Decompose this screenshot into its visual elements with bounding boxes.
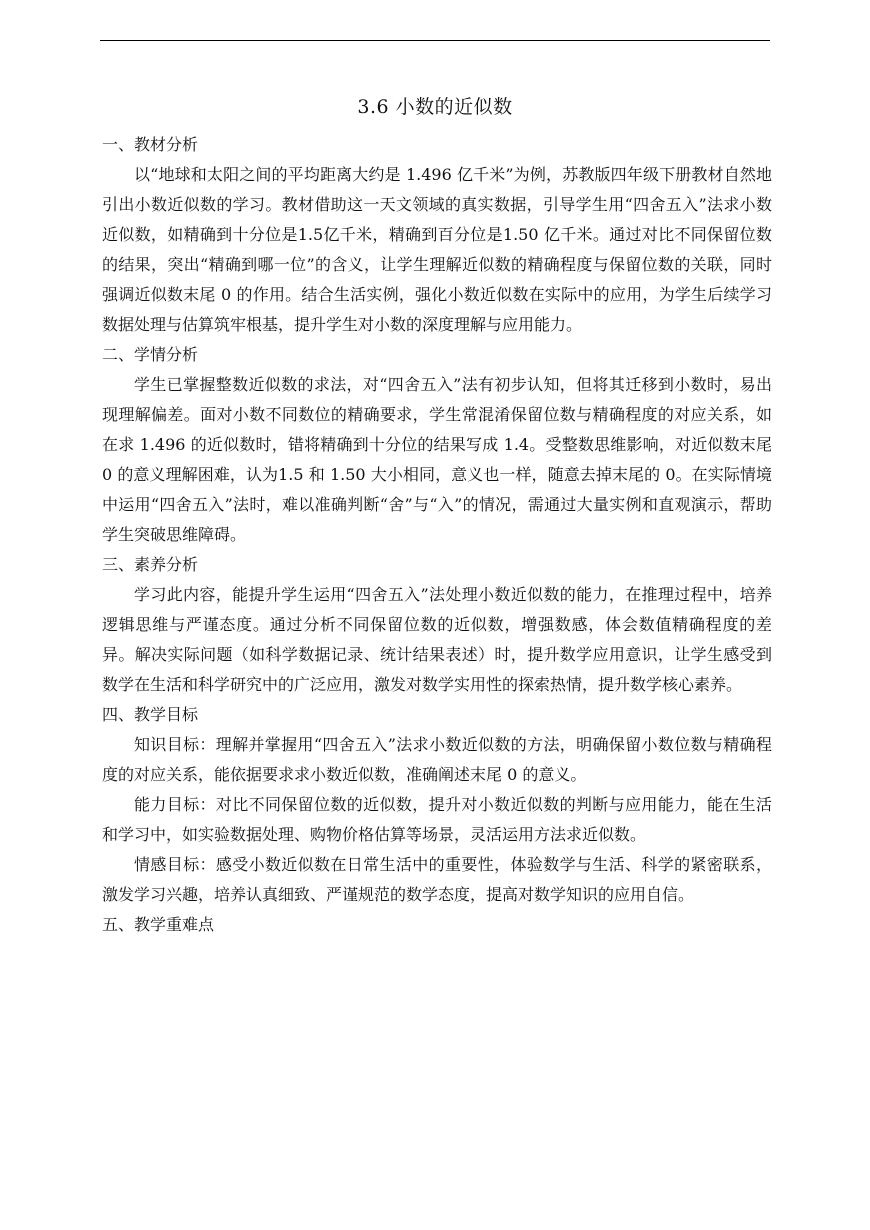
section-key-difficulties (102, 910, 772, 940)
section-teaching-goals (102, 700, 772, 910)
section-competency-analysis (102, 550, 772, 700)
document-body (102, 130, 772, 940)
section-heading: 一、教材分析 (102, 135, 199, 154)
section-paragraph: 学生已掌握整数近似数的求法，对“四舍五入”法有初步认知，但将其迁移到小数时，易出现理解偏差。面对小数不同数位的精确要求，学生常混淆保留位数与精确程度的对应关系，如在求 1.496 的近似数时，错将精确到十分位的结果写成 1.4。受整数思维影响，对近似数末尾 0 的意义理解困难，认为1.5 和 1.50 大小相同，意义也一样，随意去掉末尾的 0。在实际情境中运用“四舍五入”法时，难以准确判断“舍”与“入”的情况，需通过大量实例和直观演示，帮助学生突破思维障碍。 (102, 375, 772, 544)
page-title: 3.6 小数的近似数 (357, 96, 513, 118)
knowledge-goal-paragraph: 知识目标：理解并掌握用“四舍五入”法求小数近似数的方法，明确保留小数位数与精确程度的对应关系，能依据要求求小数近似数，准确阐述末尾 0 的意义。 (102, 735, 772, 784)
header-rule (100, 40, 770, 41)
section-material-analysis (102, 130, 772, 340)
section-heading: 三、素养分析 (102, 555, 199, 574)
section-student-analysis (102, 340, 772, 550)
section-paragraph: 学习此内容，能提升学生运用“四舍五入”法处理小数近似数的能力，在推理过程中，培养逻辑思维与严谨态度。通过分析不同保留位数的近似数，增强数感，体会数值精确程度的差异。解决实际问题（如科学数据记录、统计结果表述）时，提升数学应用意识，让学生感受到数学在生活和科学研究中的广泛应用，激发对数学实用性的探索热情，提升数学核心素养。 (102, 585, 772, 694)
ability-goal-paragraph: 能力目标：对比不同保留位数的近似数，提升对小数近似数的判断与应用能力，能在生活和学习中，如实验数据处理、购物价格估算等场景，灵活运用方法求近似数。 (102, 795, 772, 844)
section-heading: 二、学情分析 (102, 345, 199, 364)
emotion-goal-paragraph: 情感目标：感受小数近似数在日常生活中的重要性，体验数学与生活、科学的紧密联系，激发学习兴趣，培养认真细致、严谨规范的数学态度，提高对数学知识的应用自信。 (102, 855, 772, 904)
section-paragraph: 以“地球和太阳之间的平均距离大约是 1.496 亿千米”为例，苏教版四年级下册教材自然地引出小数近似数的学习。教材借助这一天文领域的真实数据，引导学生用“四舍五入”法求小数近似数，如精确到十分位是1.5亿千米，精确到百分位是1.50 亿千米。通过对比不同保留位数的结果，突出“精确到哪一位”的含义，让学生理解近似数的精确程度与保留位数的关联，同时强调近似数末尾 0 的作用。结合生活实例，强化小数近似数在实际中的应用，为学生后续学习数据处理与估算筑牢根基，提升学生对小数的深度理解与应用能力。 (102, 165, 772, 334)
section-heading: 五、教学重难点 (102, 915, 215, 934)
section-heading: 四、教学目标 (102, 705, 199, 724)
